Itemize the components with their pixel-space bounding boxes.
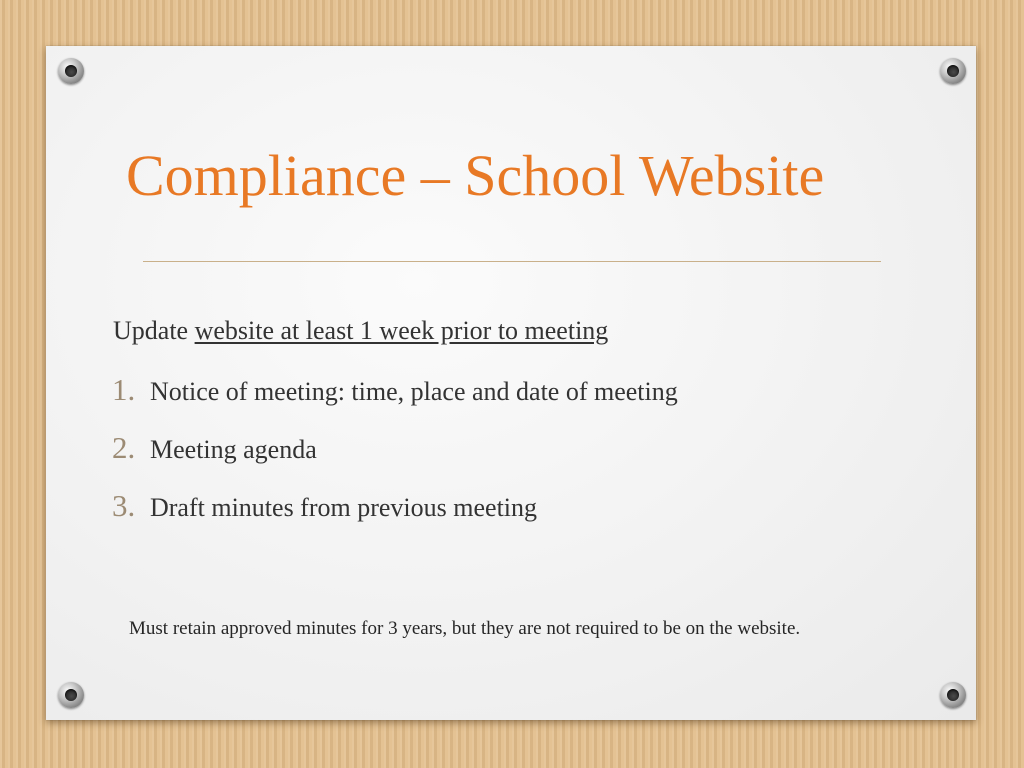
list-item (112, 430, 678, 488)
screw-icon (58, 58, 84, 84)
list-item-text: Draft minutes from previous meeting (150, 493, 538, 522)
requirements-list (112, 372, 678, 546)
list-item (112, 372, 678, 430)
slide-board (46, 46, 976, 720)
intro-line (113, 316, 608, 346)
screw-icon (58, 682, 84, 708)
list-item-text: Notice of meeting: time, place and date of meeting (150, 377, 678, 406)
screw-icon (940, 682, 966, 708)
list-item (112, 488, 678, 546)
list-item-number: 1. (112, 372, 136, 407)
slide-title: Compliance – School Website (126, 143, 825, 208)
screw-icon (940, 58, 966, 84)
list-item-number: 3. (112, 488, 136, 523)
list-item-number: 2. (112, 430, 136, 465)
retention-note: Must retain approved minutes for 3 years, but they are not required to be on the website. (129, 618, 801, 639)
list-item-text: Meeting agenda (150, 435, 317, 464)
title-divider (143, 261, 881, 262)
intro-underlined-text: website at least 1 week prior to meeting (194, 316, 609, 345)
intro-lead: Update (113, 316, 195, 345)
